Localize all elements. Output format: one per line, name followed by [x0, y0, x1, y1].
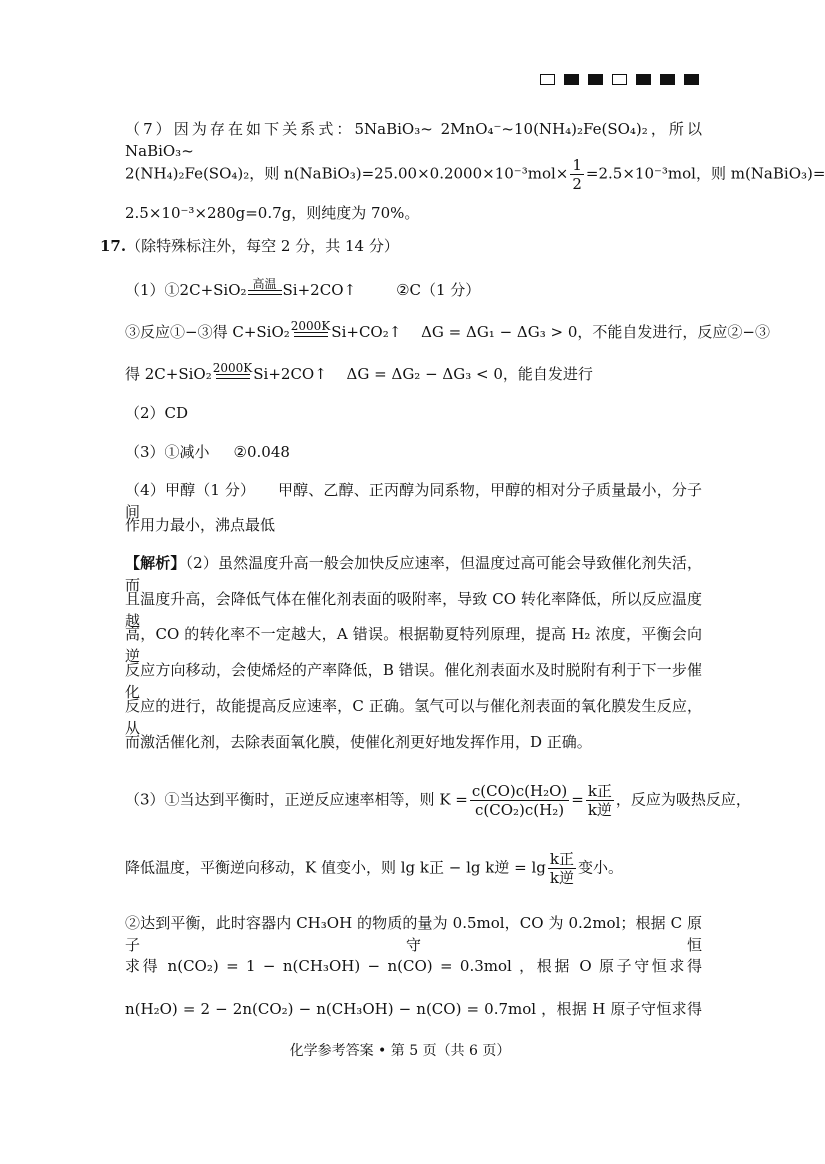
denominator: k逆 — [587, 801, 612, 819]
fraction-k-ratio — [586, 782, 614, 819]
reaction-condition — [291, 320, 331, 343]
denominator: c(CO₂)c(H₂) — [475, 801, 565, 819]
text: Si+CO₂↑ ΔG = ΔG₁ − ΔG₃ > 0，不能自发进行，反应②−③ — [331, 323, 770, 341]
p7-line2 — [125, 156, 825, 193]
analysis-3-line3: ②达到平衡，此时容器内 CH₃OH 的物质的量为 0.5mol，CO 为 0.2mol；根据 C 原子守恒 — [125, 914, 702, 954]
reaction-condition — [213, 362, 253, 385]
fraction-half — [570, 156, 584, 193]
mark-filled — [588, 74, 603, 85]
answer-3 — [125, 441, 702, 463]
text: ②C（1 分） — [396, 281, 481, 299]
question-17-heading — [100, 235, 677, 257]
analysis-3-line5: n(H₂O) = 2 − 2n(CO₂) − n(CH₃OH) − n(CO) = 0.7mol ，根据 H 原子守恒求得 — [125, 1000, 702, 1018]
analysis-line: 反应方向移动，会使烯烃的产率降低，B 错误。催化剂表面水及时脱附有利于下一步催化 — [125, 661, 702, 701]
text: Si+2CO↑ — [282, 281, 357, 299]
analysis-3-line4: 求得 n(CO₂) = 1 − n(CH₃OH) − n(CO) = 0.3mol ，根据 O 原子守恒求得 — [125, 957, 702, 975]
analysis-line — [125, 552, 702, 594]
fraction-k-ratio — [548, 850, 576, 887]
mark-empty — [540, 74, 555, 85]
mark-filled — [660, 74, 675, 85]
answer-4-line2: 作用力最小，沸点最低 — [125, 516, 276, 534]
text: Si+2CO↑ ΔG = ΔG₂ − ΔG₃ < 0，能自发进行 — [253, 365, 593, 383]
p7-line3: 2.5×10⁻³×280g=0.7g，则纯度为 70%。 — [125, 204, 420, 222]
numerator: k正 — [587, 782, 612, 800]
text: （2）虽然温度升高一般会加快反应速率，但温度过高可能会导致催化剂失活，而 — [125, 554, 702, 594]
analysis-3-line1 — [125, 782, 751, 819]
text: 2(NH₄)₂Fe(SO₄)₂，则 n(NaBiO₃)=25.00×0.2000×10⁻³mol× — [125, 164, 569, 183]
question-note: （除特殊标注外，每空 2 分，共 14 分） — [126, 237, 399, 255]
page-footer: 化学参考答案 • 第 5 页（共 6 页） — [289, 1043, 511, 1059]
analysis-line: 且温度升高，会降低气体在催化剂表面的吸附率，导致 CO 转化率降低，所以反应温度越 — [125, 590, 702, 630]
answer-1-line2 — [125, 319, 770, 343]
denominator: 2 — [572, 175, 582, 193]
mark-filled — [684, 74, 699, 85]
answer-1-line1 — [125, 278, 702, 301]
text: =2.5×10⁻³mol，则 m(NaBiO₃)= — [585, 164, 825, 183]
condition-label: 高温 — [252, 277, 277, 291]
text: （3）①减小 — [125, 443, 210, 461]
fraction-k — [470, 782, 569, 819]
question-number: 17. — [100, 237, 127, 255]
text: = — [571, 790, 584, 809]
answer-2: （2）CD — [125, 404, 189, 422]
reaction-condition — [248, 278, 282, 301]
header-marks — [540, 74, 699, 85]
analysis-line: 反应的进行，故能提高反应速率，C 正确。氢气可以与催化剂表面的氧化膜发生反应，从 — [125, 697, 702, 737]
text: ，反应为吸热反应， — [615, 790, 751, 809]
answer-4-line1: （4）甲醇（1 分） 甲醇、乙醇、正丙醇为同系物，甲醇的相对分子质量最小，分子间 — [125, 481, 702, 521]
text: （3）①当达到平衡时，正逆反应速率相等，则 K = — [125, 790, 468, 809]
mark-filled — [564, 74, 579, 85]
analysis-line: 高，CO 的转化率不一定越大，A 错误。根据勒夏特列原理，提高 H₂ 浓度，平衡会向逆 — [125, 625, 702, 665]
text: 降低温度，平衡逆向移动，K 值变小，则 lg k正 − lg k逆 = lg — [125, 858, 546, 877]
text: ②0.048 — [233, 443, 290, 461]
numerator: k正 — [549, 850, 574, 868]
text: 得 2C+SiO₂ — [125, 365, 212, 383]
analysis-3-line2 — [125, 850, 702, 887]
mark-empty — [612, 74, 627, 85]
condition-label: 2000K — [212, 361, 253, 375]
analysis-line: 而激活催化剂，去除表面氧化膜，使催化剂更好地发挥作用，D 正确。 — [125, 733, 592, 751]
denominator: k逆 — [549, 869, 574, 887]
analysis-tag: 【解析】 — [125, 554, 186, 572]
answer-1-line3 — [125, 362, 702, 385]
text: （1）①2C+SiO₂ — [125, 281, 247, 299]
numerator: 1 — [572, 156, 582, 174]
condition-label: 2000K — [290, 319, 331, 333]
p7-line1: （7）因为存在如下关系式：5NaBiO₃~ 2MnO₄⁻~10(NH₄)₂Fe(SO₄)₂，所以 NaBiO₃~ — [125, 120, 702, 160]
mark-filled — [636, 74, 651, 85]
numerator: c(CO)c(H₂O) — [471, 782, 568, 800]
text: ③反应①−③得 C+SiO₂ — [125, 323, 290, 341]
text: 变小。 — [577, 858, 623, 877]
